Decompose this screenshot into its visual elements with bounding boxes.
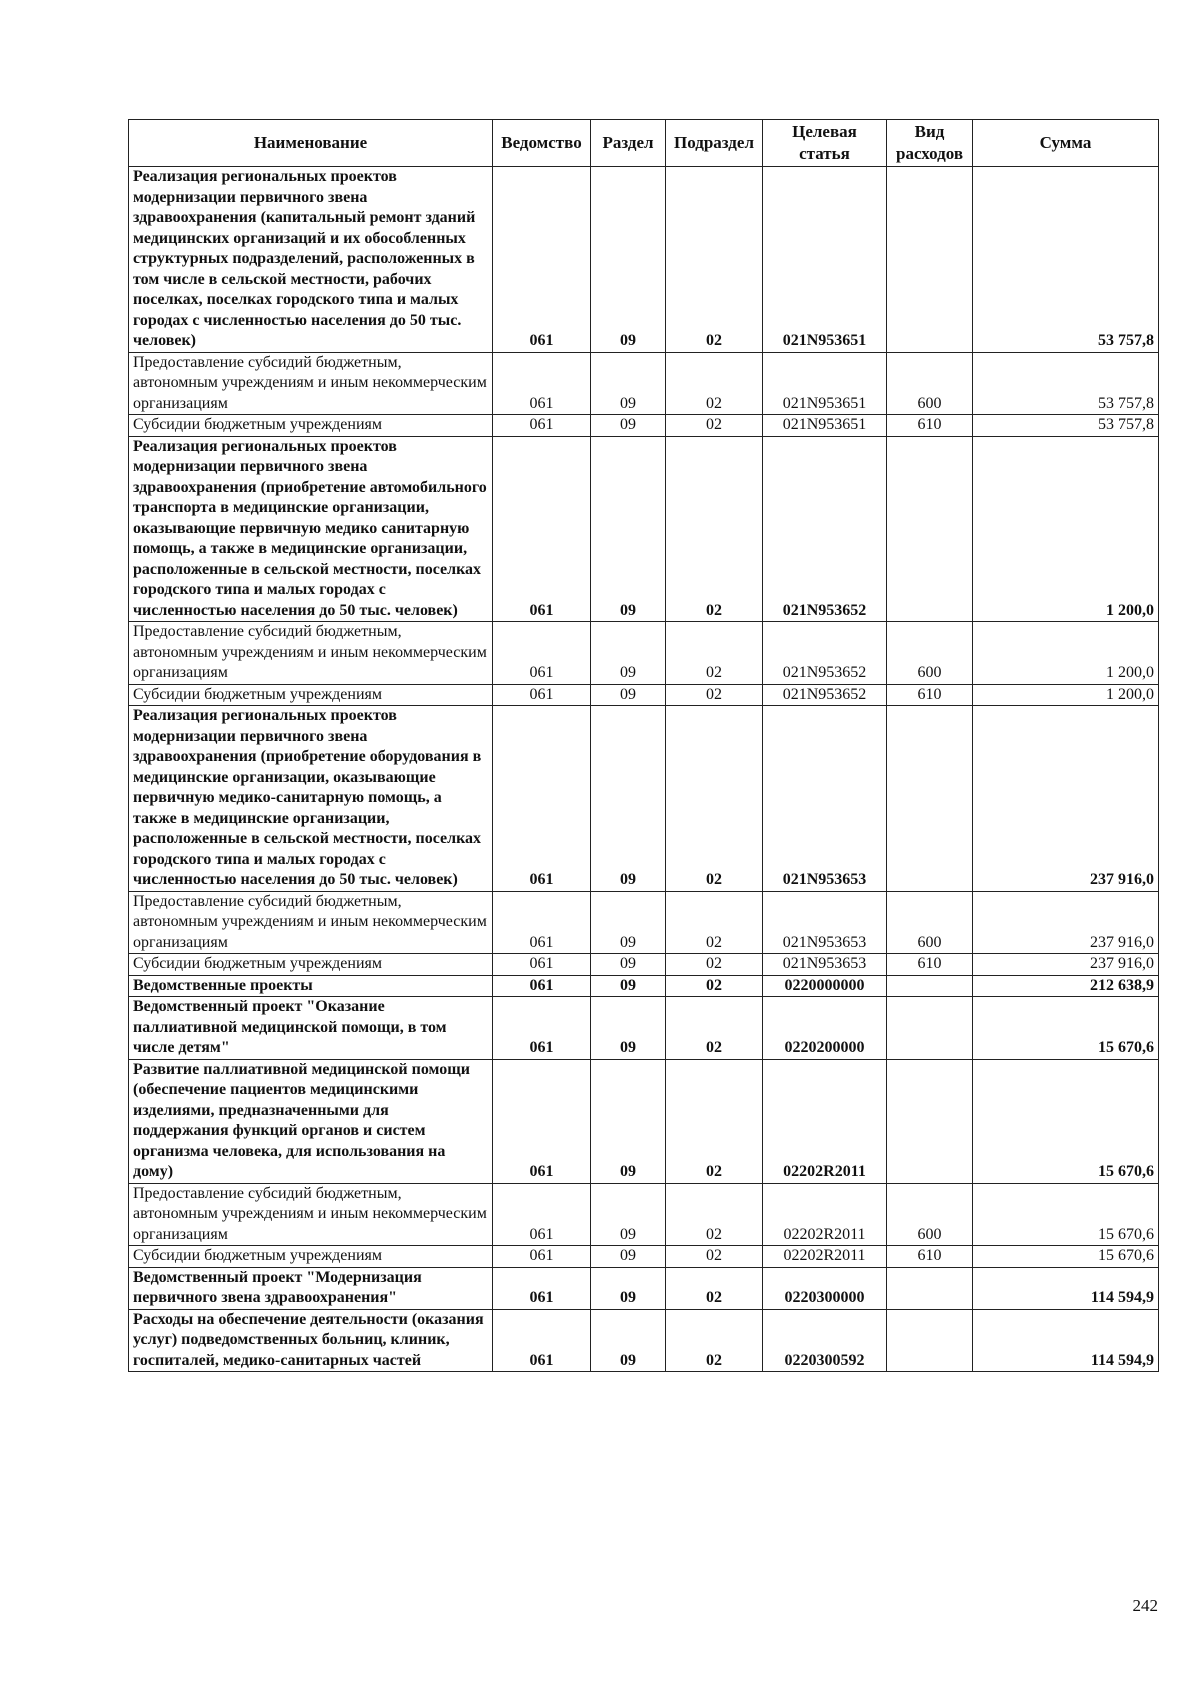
cell-subsection: 02 bbox=[666, 415, 763, 437]
table-row bbox=[129, 1246, 1159, 1268]
cell-sum: 114 594,9 bbox=[973, 1267, 1159, 1309]
table-row bbox=[129, 622, 1159, 685]
header-department: Ведомство bbox=[493, 120, 591, 167]
table-row bbox=[129, 352, 1159, 415]
cell-sum: 237 916,0 bbox=[973, 706, 1159, 892]
cell-sum: 1 200,0 bbox=[973, 622, 1159, 685]
budget-table bbox=[128, 119, 1159, 1372]
cell-target: 021N953653 bbox=[763, 891, 887, 954]
cell-expense-type bbox=[887, 436, 973, 622]
cell-subsection: 02 bbox=[666, 1183, 763, 1246]
cell-name: Предоставление субсидий бюджетным, автономным учреждениям и иным некоммерческим организациям bbox=[129, 891, 493, 954]
cell-target: 0220200000 bbox=[763, 997, 887, 1060]
table-row bbox=[129, 684, 1159, 706]
cell-name: Субсидии бюджетным учреждениям bbox=[129, 954, 493, 976]
cell-expense-type: 600 bbox=[887, 622, 973, 685]
cell-expense-type: 600 bbox=[887, 1183, 973, 1246]
table-row bbox=[129, 167, 1159, 353]
cell-subsection: 02 bbox=[666, 706, 763, 892]
cell-expense-type: 610 bbox=[887, 415, 973, 437]
cell-sum: 15 670,6 bbox=[973, 1246, 1159, 1268]
table-row bbox=[129, 1183, 1159, 1246]
table-row bbox=[129, 436, 1159, 622]
header-subsection: Подраздел bbox=[666, 120, 763, 167]
cell-sum: 53 757,8 bbox=[973, 352, 1159, 415]
cell-target: 02202R2011 bbox=[763, 1059, 887, 1183]
cell-expense-type bbox=[887, 167, 973, 353]
cell-expense-type bbox=[887, 997, 973, 1060]
cell-section: 09 bbox=[591, 891, 666, 954]
table-body bbox=[129, 167, 1159, 1372]
cell-target: 021N953653 bbox=[763, 954, 887, 976]
cell-department: 061 bbox=[493, 436, 591, 622]
cell-section: 09 bbox=[591, 1246, 666, 1268]
cell-expense-type: 610 bbox=[887, 684, 973, 706]
cell-subsection: 02 bbox=[666, 352, 763, 415]
cell-target: 021N953651 bbox=[763, 415, 887, 437]
cell-subsection: 02 bbox=[666, 891, 763, 954]
cell-subsection: 02 bbox=[666, 1246, 763, 1268]
cell-section: 09 bbox=[591, 997, 666, 1060]
cell-section: 09 bbox=[591, 706, 666, 892]
cell-subsection: 02 bbox=[666, 684, 763, 706]
table-row bbox=[129, 954, 1159, 976]
cell-name: Ведомственный проект "Модернизация первичного звена здравоохранения" bbox=[129, 1267, 493, 1309]
cell-expense-type bbox=[887, 975, 973, 997]
cell-name: Расходы на обеспечение деятельности (оказания услуг) подведомственных больниц, клиник, госпиталей, медико-санитарных частей bbox=[129, 1309, 493, 1372]
cell-subsection: 02 bbox=[666, 997, 763, 1060]
cell-target: 021N953652 bbox=[763, 436, 887, 622]
table-header-row bbox=[129, 120, 1159, 167]
cell-subsection: 02 bbox=[666, 1059, 763, 1183]
cell-section: 09 bbox=[591, 1183, 666, 1246]
cell-section: 09 bbox=[591, 167, 666, 353]
cell-subsection: 02 bbox=[666, 436, 763, 622]
header-target: Целевая статья bbox=[763, 120, 887, 167]
cell-target: 021N953651 bbox=[763, 352, 887, 415]
cell-department: 061 bbox=[493, 352, 591, 415]
cell-name: Реализация региональных проектов модернизации первичного звена здравоохранения (приобретение автомобильного транспорта в медицинские организации, оказывающие первичную медико санитарную помощь, а также в медицинские организации, расположенные в сельской местности, поселках городского типа и малых городах с численностью населения до 50 тыс. человек) bbox=[129, 436, 493, 622]
cell-department: 061 bbox=[493, 622, 591, 685]
cell-target: 021N953651 bbox=[763, 167, 887, 353]
cell-name: Развитие паллиативной медицинской помощи (обеспечение пациентов медицинскими изделиями, предназначенными для поддержания функций органов и систем организма человека, для использования на дому) bbox=[129, 1059, 493, 1183]
table-row bbox=[129, 706, 1159, 892]
cell-name: Ведомственный проект "Оказание паллиативной медицинской помощи, в том числе детям" bbox=[129, 997, 493, 1060]
header-name: Наименование bbox=[129, 120, 493, 167]
cell-subsection: 02 bbox=[666, 1309, 763, 1372]
cell-name: Субсидии бюджетным учреждениям bbox=[129, 415, 493, 437]
cell-target: 02202R2011 bbox=[763, 1246, 887, 1268]
cell-section: 09 bbox=[591, 684, 666, 706]
cell-department: 061 bbox=[493, 167, 591, 353]
cell-sum: 1 200,0 bbox=[973, 436, 1159, 622]
cell-target: 021N953652 bbox=[763, 684, 887, 706]
cell-target: 0220000000 bbox=[763, 975, 887, 997]
budget-table-container bbox=[128, 119, 1158, 1372]
page-number: 242 bbox=[1132, 1596, 1158, 1615]
cell-name: Предоставление субсидий бюджетным, автономным учреждениям и иным некоммерческим организациям bbox=[129, 622, 493, 685]
cell-department: 061 bbox=[493, 684, 591, 706]
cell-expense-type: 600 bbox=[887, 891, 973, 954]
cell-department: 061 bbox=[493, 891, 591, 954]
cell-department: 061 bbox=[493, 415, 591, 437]
cell-subsection: 02 bbox=[666, 622, 763, 685]
cell-sum: 15 670,6 bbox=[973, 1183, 1159, 1246]
table-row bbox=[129, 1059, 1159, 1183]
cell-department: 061 bbox=[493, 997, 591, 1060]
cell-section: 09 bbox=[591, 1059, 666, 1183]
cell-name: Реализация региональных проектов модернизации первичного звена здравоохранения (приобретение оборудования в медицинские организации, оказывающие первичную медико-санитарную помощь, а также в медицинские организации, расположенные в сельской местности, поселках городского типа и малых городах с численностью населения до 50 тыс. человек) bbox=[129, 706, 493, 892]
cell-target: 02202R2011 bbox=[763, 1183, 887, 1246]
cell-expense-type: 600 bbox=[887, 352, 973, 415]
table-row bbox=[129, 415, 1159, 437]
cell-section: 09 bbox=[591, 415, 666, 437]
cell-name: Субсидии бюджетным учреждениям bbox=[129, 684, 493, 706]
cell-target: 021N953653 bbox=[763, 706, 887, 892]
cell-department: 061 bbox=[493, 954, 591, 976]
cell-sum: 15 670,6 bbox=[973, 997, 1159, 1060]
cell-expense-type: 610 bbox=[887, 1246, 973, 1268]
cell-name: Субсидии бюджетным учреждениям bbox=[129, 1246, 493, 1268]
cell-sum: 237 916,0 bbox=[973, 891, 1159, 954]
cell-name: Реализация региональных проектов модернизации первичного звена здравоохранения (капитальный ремонт зданий медицинских организаций и их обособленных структурных подразделений, расположенных в том числе в сельской местности, рабочих поселках, поселках городского типа и малых городах с численностью населения до 50 тыс. человек) bbox=[129, 167, 493, 353]
cell-expense-type bbox=[887, 1059, 973, 1183]
cell-sum: 15 670,6 bbox=[973, 1059, 1159, 1183]
cell-expense-type bbox=[887, 1309, 973, 1372]
cell-subsection: 02 bbox=[666, 1267, 763, 1309]
cell-section: 09 bbox=[591, 975, 666, 997]
cell-expense-type bbox=[887, 706, 973, 892]
cell-expense-type bbox=[887, 1267, 973, 1309]
cell-department: 061 bbox=[493, 1246, 591, 1268]
cell-expense-type: 610 bbox=[887, 954, 973, 976]
cell-department: 061 bbox=[493, 1183, 591, 1246]
cell-subsection: 02 bbox=[666, 167, 763, 353]
table-row bbox=[129, 975, 1159, 997]
cell-name: Предоставление субсидий бюджетным, автономным учреждениям и иным некоммерческим организациям bbox=[129, 1183, 493, 1246]
cell-department: 061 bbox=[493, 706, 591, 892]
cell-target: 021N953652 bbox=[763, 622, 887, 685]
cell-sum: 1 200,0 bbox=[973, 684, 1159, 706]
cell-subsection: 02 bbox=[666, 954, 763, 976]
cell-target: 0220300000 bbox=[763, 1267, 887, 1309]
cell-department: 061 bbox=[493, 975, 591, 997]
cell-sum: 212 638,9 bbox=[973, 975, 1159, 997]
cell-section: 09 bbox=[591, 954, 666, 976]
cell-sum: 53 757,8 bbox=[973, 415, 1159, 437]
table-row bbox=[129, 1309, 1159, 1372]
cell-target: 0220300592 bbox=[763, 1309, 887, 1372]
header-expense-type: Вид расходов bbox=[887, 120, 973, 167]
cell-department: 061 bbox=[493, 1309, 591, 1372]
header-sum: Сумма bbox=[973, 120, 1159, 167]
cell-sum: 114 594,9 bbox=[973, 1309, 1159, 1372]
cell-section: 09 bbox=[591, 622, 666, 685]
cell-sum: 237 916,0 bbox=[973, 954, 1159, 976]
cell-department: 061 bbox=[493, 1059, 591, 1183]
table-row bbox=[129, 1267, 1159, 1309]
table-row bbox=[129, 997, 1159, 1060]
cell-sum: 53 757,8 bbox=[973, 167, 1159, 353]
cell-section: 09 bbox=[591, 436, 666, 622]
cell-subsection: 02 bbox=[666, 975, 763, 997]
cell-department: 061 bbox=[493, 1267, 591, 1309]
cell-name: Ведомственные проекты bbox=[129, 975, 493, 997]
cell-section: 09 bbox=[591, 1267, 666, 1309]
cell-name: Предоставление субсидий бюджетным, автономным учреждениям и иным некоммерческим организациям bbox=[129, 352, 493, 415]
cell-section: 09 bbox=[591, 352, 666, 415]
table-row bbox=[129, 891, 1159, 954]
header-section: Раздел bbox=[591, 120, 666, 167]
cell-section: 09 bbox=[591, 1309, 666, 1372]
